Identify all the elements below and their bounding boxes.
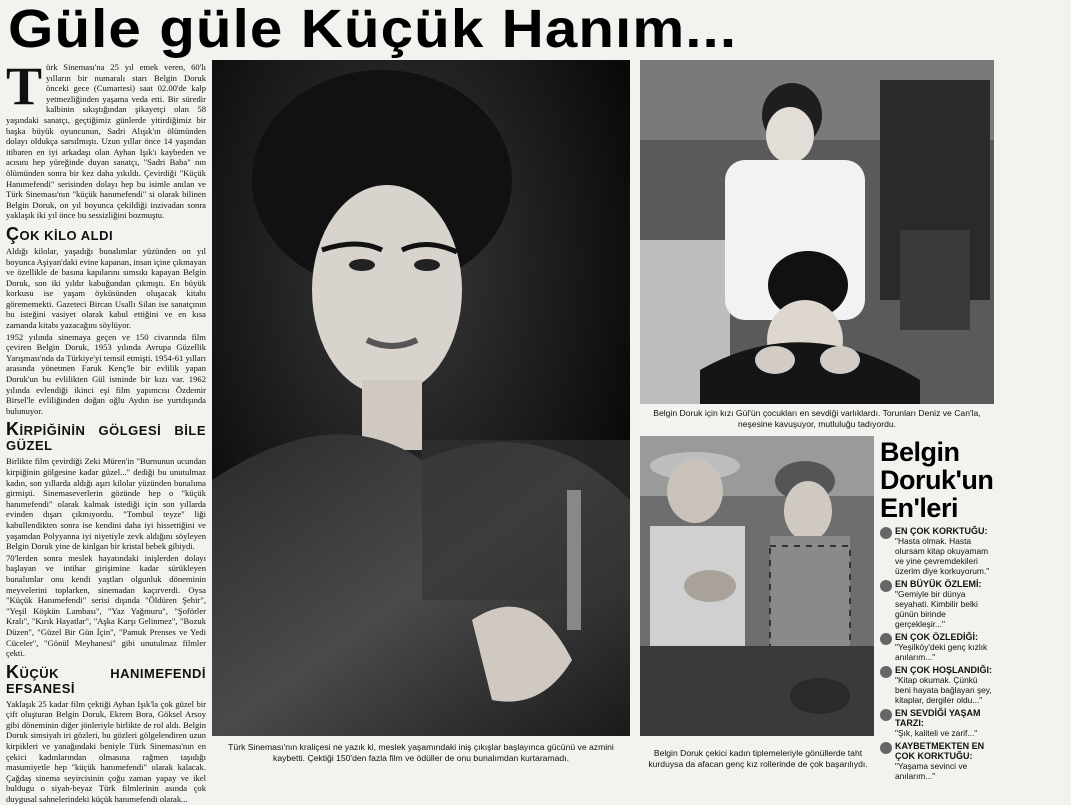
sidebar-item-label: KAYBETMEKTEN EN ÇOK KORKTUĞU: <box>895 741 985 761</box>
sidebar-title: Belgin Doruk'un En'leri <box>880 437 994 523</box>
intro-text: ürk Sineması'na 25 yıl emek veren, 60'lı yılların bir numaralı starı Belgin Doruk önceki gece (Cumartesi) saat 02.00'de kalp yetmezliğinden yaşama veda etti. Bir süredir kalbinin sıkıştığından şikayetçi olan 58 yaşındaki sanatçı, geçtiğimiz günlerde yitirdiğimiz bir başka büyük oyuncunun, Sadri Alışık'ın ölümünden dolayı oldukça sarsılmıştı. Uzun yıllar önce 14 yaşından itibaren en iyi arkadaşı olan Ayhan Işık'ı kaybeden ve acısını hep yüreğinde duyan sanatçı, "Sadri Baba" nın ölümünden sonra bir kez daha yıkıldı. Çevirdiği "Küçük Hanımefendi" serisinden dolayı hep bu isimle anılan ve Türk Sineması'nın "küçük hanımefendi" si olarak bilinen Belgin Doruk, on yıl boyunca çekildiği inzivadan sonra yaklaşık iki yıl önce bu sessizliğini bozmuştu. <box>6 62 206 221</box>
sidebar-item-label: EN ÇOK HOŞLANDIĞI: <box>895 665 993 675</box>
bullet-icon <box>880 633 892 645</box>
sidebar-item-label: EN BÜYÜK ÖZLEMİ: <box>895 579 982 589</box>
main-photo-caption: Türk Sineması'nın kraliçesi ne yazık ki, meslek yaşamındaki iniş çıkışlar başlayınca gücünü ve azmini kaybetti. Çektiği 150'den fazla film ve ödüller de onu bunalımdan kurtaramadı. <box>228 742 614 763</box>
bullet-icon <box>880 580 892 592</box>
section-heading: KİRPİĞİNİN GÖLGESİ BİLE GÜZEL <box>6 419 206 454</box>
sidebar-item <box>880 741 994 781</box>
article-paragraph: Birlikte film çevirdiği Zeki Müren'in "Burnunun ucundan kirpiğinin gölgesine kadar güzel..." dediği bu unutulmaz kadın, son yıllarda aldığı aşırı kilolar yüzünden bunalıma girmişti. Sinemaseverlerin gözünde hep o "küçük hanımefendi" olarak kalmak istediği için son yıllarda evinden dışarı çıkmıyordu. "Tombul teyze" liği kabullendikten sonra ise kendini daha iyi hissettiğini ve yaşamdan Polyyanna iyi niyetiyle zevk aldığını söyleyen Belgin Doruk yine de kinlgan bir kristal bebek gibiydi. <box>6 456 206 552</box>
bullet-icon <box>880 527 892 539</box>
film-still-photo <box>640 436 874 736</box>
sidebar-item <box>880 579 994 629</box>
sidebar-box <box>880 438 994 780</box>
sidebar-item <box>880 632 994 662</box>
article-paragraph: 70'lerden sonra meslek hayatındaki inişlerden dolayı başlayan ve intihar girişimine kadar sürükleyen bunalımlar onu kendi yaştları olgunluk döneminin meyvelerini toplarken, sinemadan kaçırverdi. Oysa "Küçük Hanımefendi" serisi dışında "Öldüren Şehir", "Yeşil Köşkün Lambası", "Yaz Yağmuru", "Şoförler Kralı", "Kırık Hayatlar", "Aşka Karşı Gelinmez", "Bozuk Düzen", "Güzel Bir Gün İçin", "Pamuk Prenses ve Yedi Cüceler", "Gönül Meyhanesi" gibi unutulmaz filmler çekti. <box>6 552 206 659</box>
sidebar-item <box>880 708 994 738</box>
sidebar-item-text: "Yeşilköy'deki genç kızlık anılarım..." <box>895 642 988 662</box>
sidebar-item-text: "Hasta olmak. Hasta olursam kitap okuyamam ve yine çevremdekileri üzerim diye korkuyorum." <box>895 536 990 576</box>
film-still-caption: Belgin Doruk çekici kadın tiplemeleriyle gönüllerde taht kurduysa da afacan genç kız rollerinde de çok başarılıydı. <box>648 748 868 769</box>
sidebar-item-label: EN ÇOK ÖZLEDİĞİ: <box>895 632 978 642</box>
sidebar-item-text: "Gemiyle bir dünya seyahati. Kimbilir belki günün birinde gerçekleşir..." <box>895 589 978 629</box>
bullet-icon <box>880 742 892 754</box>
article-body <box>6 56 206 805</box>
headline: Güle güle Küçük Hanım... <box>8 0 738 59</box>
article-paragraph: Aldığı kilolar, yaşadığı bunalımlar yüzünden on yıl boyunca Aşiyan'daki evine kapanan, insan içine çıkmayan ve özellikle de basına kapılarını sımsıkı kapayan Belgin Doruk, son iki yıldır kabuğundan çıkmıştı. En büyük korkusu ise yaşam öyküsünden oluşacak kitabı görememekti. Gazeteci Bircan Usallı Silan ise sanatçının bu isteğini vasiyet olarak kabul ettiğini ve en kısa zamanda kitabı yazacağını söylüyor. <box>6 245 206 331</box>
section-heading: KÜÇÜK HANIMEFENDİ EFSANESİ <box>6 661 206 696</box>
bullet-icon <box>880 709 892 721</box>
article-paragraph: Yaklaşık 25 kadar film çektiği Ayhan Işık'la çok güzel bir çift oluşturan Belgin Doruk, Ekrem Bora, Göksel Arsoy gibi döneminin diğer jönleriyle birlikte de rol aldı. Belgin Doruk simsiyah iri gözleri, bu gözleri gölgelendiren uzun kirpikleri ve yanağındaki beniyle Türk Sineması'nın en çekici kadınlarından olmasına rağmen taşıdığı masumiyetle hep "küçük hanımefendi" olarak kalacak. Çağdaş sinema seyircisinin çoğu zaman yapay ve ikel buldugu o siyah-beyaz Türk filmlerinin asında çok duygusal sahnelerindeki küçük hanımefendi olarak... <box>6 698 206 805</box>
section-heading: ÇOK KİLO ALDI <box>6 223 114 244</box>
sidebar-item-text: "Kitap okumak. Çünkü beni hayata bağlayan şey, kitaplar, dergiler oldu..." <box>895 675 992 705</box>
intro-paragraph <box>6 56 206 221</box>
family-photo-caption: Belgin Doruk için kızı Gül'ün çocukları en sevdiği varlıklardı. Torunları Deniz ve Can'la, neşesine kavuşuyor, mutluluğu tadıyordu. <box>653 408 981 429</box>
sidebar-list <box>880 526 994 781</box>
bullet-icon <box>880 666 892 678</box>
sidebar-item-text: "Şık, kaliteli ve zarif..." <box>895 728 978 738</box>
sidebar-item-text: "Yaşama sevinci ve anılarım..." <box>895 761 968 781</box>
drop-cap: T <box>6 56 43 116</box>
family-photo <box>640 60 994 404</box>
sidebar-item <box>880 526 994 576</box>
sidebar-item <box>880 665 994 705</box>
sidebar-item-label: EN SEVDİĞİ YAŞAM TARZI: <box>895 708 981 728</box>
main-portrait-photo <box>212 60 630 736</box>
article-paragraph: 1952 yılında sinemaya geçen ve 150 civarında film çeviren Belgin Doruk, 1953 yılında Avrupa Güzellik Yarışması'nda da Türkiye'yi temsil etmişti. 1954-61 yılları arasında yönetmen Faruk Kenç'le bir evlilik yapan Doruk'un bu evlilikten Gül isminde bir kızı var. 1962 yılında evlendiği ikinci eşi film yapımcısı Özdemir Birsel'le evliliğinden doğan oğlu Aydın ise yurtdışında bulunuyor. <box>6 331 206 416</box>
sidebar-item-label: EN ÇOK KORKTUĞU: <box>895 526 988 536</box>
